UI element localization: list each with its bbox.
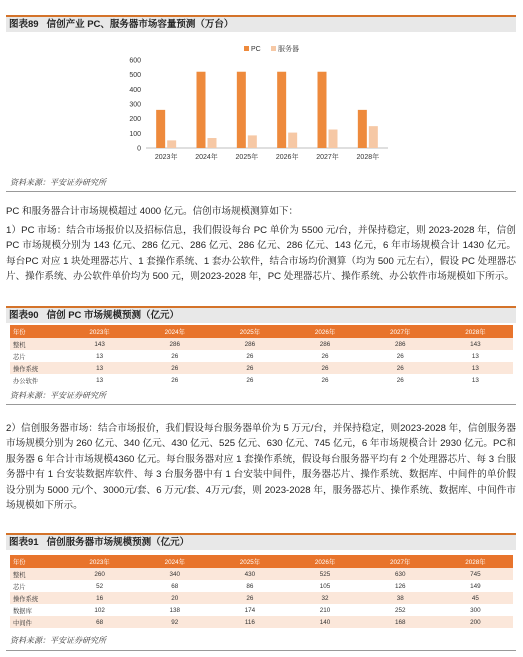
- figure-91-header: [6, 533, 516, 550]
- figure-number: 图表90: [9, 310, 39, 321]
- table-cell: 办公软件: [10, 374, 62, 386]
- table-cell: 26: [363, 362, 438, 374]
- figure-title: 信创服务器市场规模预测（亿元）: [46, 537, 190, 548]
- figure-title: 信创产业 PC、服务器市场容量预测（万台）: [46, 19, 234, 30]
- table-cell: 102: [62, 604, 137, 616]
- table-cell: 143: [438, 338, 513, 350]
- table-cell: 168: [363, 616, 438, 628]
- bar-pc: [197, 72, 206, 148]
- table-cell: 45: [438, 592, 513, 604]
- table-cell: 430: [212, 568, 287, 580]
- figure-90-source: 资料来源：平安证券研究所: [10, 391, 106, 400]
- table-cell: 26: [363, 374, 438, 386]
- x-tick-label: 2027年: [316, 154, 339, 161]
- bar-pc: [237, 72, 246, 148]
- table-cell: 操作系统: [10, 592, 62, 604]
- table-cell: 整机: [10, 338, 62, 350]
- table-cell: 630: [363, 568, 438, 580]
- figure-89-header: [6, 15, 516, 32]
- figure-number: 图表91: [9, 537, 39, 548]
- market-capacity-bar-chart: [6, 34, 516, 170]
- bar-server: [329, 130, 338, 148]
- table-cell: 26: [212, 350, 287, 362]
- table-cell: 32: [287, 592, 362, 604]
- table-cell: 252: [363, 604, 438, 616]
- x-tick-label: 2024年: [195, 154, 218, 161]
- y-tick-label: 300: [129, 101, 141, 109]
- table-cell: 26: [212, 592, 287, 604]
- bar-server: [208, 138, 217, 148]
- table-cell: 20: [137, 592, 212, 604]
- table-header-row: [10, 555, 513, 568]
- divider: [6, 191, 516, 192]
- table-header-cell: 2026年: [287, 325, 362, 338]
- bar-server: [167, 140, 176, 148]
- table-cell: 340: [137, 568, 212, 580]
- pc-market-table: [10, 325, 513, 386]
- table-cell: 140: [287, 616, 362, 628]
- table-cell: 26: [212, 374, 287, 386]
- table-cell: 68: [62, 616, 137, 628]
- table-header-cell: 2023年: [62, 555, 137, 568]
- x-tick-label: 2026年: [275, 154, 299, 161]
- y-tick-label: 600: [129, 57, 141, 65]
- table-header-cell: 2025年: [212, 555, 287, 568]
- table-cell: 149: [438, 580, 513, 592]
- table-cell: 整机: [10, 568, 62, 580]
- legend-label: PC: [251, 46, 261, 53]
- table-cell: 92: [137, 616, 212, 628]
- server-market-table: [10, 555, 513, 628]
- x-tick-label: 2025年: [235, 154, 259, 161]
- table-cell: 126: [363, 580, 438, 592]
- table-cell: 芯片: [10, 350, 62, 362]
- legend-swatch: [244, 46, 249, 51]
- table-cell: 86: [212, 580, 287, 592]
- table-header-cell: 2024年: [137, 325, 212, 338]
- table-cell: 68: [137, 580, 212, 592]
- table-cell: 芯片: [10, 580, 62, 592]
- table-cell: 286: [363, 338, 438, 350]
- divider: [6, 650, 516, 651]
- table-header-cell: 2025年: [212, 325, 287, 338]
- table-cell: 13: [62, 350, 137, 362]
- table-cell: 525: [287, 568, 362, 580]
- table-cell: 200: [438, 616, 513, 628]
- table-cell: 286: [137, 338, 212, 350]
- divider: [6, 404, 516, 405]
- paragraph-pc-market: 1）PC 市场：结合市场报价以及招标信息，我们假设每台 PC 单价为 5500 元/台，并保持稳定，则 2023-2028 年，信创PC 市场规模分别为 143 亿元、286 亿元、286 亿元、286 亿元、286 亿元、143 亿元，6 年市场规模合计 1430 亿元。每台PC 对应 1 块处理器芯片、1 套操作系统、1 套办公软件，结合市场均价测算（均为 500 元左右），假设 PC 处理器芯片、操作系统、办公软件单价均为 500 元，则2023-2028 年，PC 处理器芯片、操作系统、办公软件市场规模如下所示。: [6, 225, 516, 283]
- bar-server: [248, 135, 257, 148]
- paragraph-summary: PC 和服务器合计市场规模超过 4000 亿元。信创市场规模测算如下：: [6, 206, 299, 217]
- table-header-cell: 年份: [10, 555, 62, 568]
- table-cell: 260: [62, 568, 137, 580]
- y-tick-label: 500: [129, 72, 141, 80]
- table-cell: 26: [287, 374, 362, 386]
- bar-pc: [156, 110, 165, 148]
- table-cell: 26: [287, 362, 362, 374]
- table-cell: 174: [212, 604, 287, 616]
- y-tick-label: 400: [129, 86, 141, 94]
- table-cell: 13: [62, 362, 137, 374]
- figure-89-source: 资料来源：平安证券研究所: [10, 178, 106, 187]
- legend-swatch: [271, 46, 276, 51]
- table-cell: 105: [287, 580, 362, 592]
- table-header-cell: 年份: [10, 325, 62, 338]
- table-cell: 16: [62, 592, 137, 604]
- table-cell: 138: [137, 604, 212, 616]
- table-row: [10, 616, 513, 628]
- table-cell: 26: [137, 374, 212, 386]
- paragraph-server-market: 2）信创服务器市场：结合市场报价，我们假设每台服务器单价为 5 万元/台，并保持稳定，则2023-2028 年，信创服务器市场规模分别为 260 亿元、340 亿元、430 亿元、525 亿元、630 亿元、745 亿元，6 年市场规模合计 2930 亿元。PC和服务器 6 年合计市场规模4360 亿元。每台服务器对应 1 套操作系统，假设每台服务器平均有 2 个处理器芯片、每 3 台服务器中有 1 台安装数据库软件、每 3 台服务器中有 1 台安装中间件，服务器芯片、操作系统、数据库、中间件的单价假设分别为 5000 元/个、3000元/套、6 万元/套、4万元/套，则 2023-2028 年，服务器芯片、操作系统、数据库、中间件市场规模如下所示。: [6, 423, 516, 512]
- table-cell: 26: [363, 350, 438, 362]
- table-cell: 26: [212, 362, 287, 374]
- table-header-cell: 2027年: [363, 555, 438, 568]
- y-tick-label: 0: [137, 145, 141, 153]
- table-cell: 13: [62, 374, 137, 386]
- table-header-cell: 2026年: [287, 555, 362, 568]
- table-cell: 745: [438, 568, 513, 580]
- table-cell: 116: [212, 616, 287, 628]
- table-cell: 13: [438, 362, 513, 374]
- bar-pc: [358, 110, 367, 148]
- bar-pc: [277, 72, 286, 148]
- legend-label: 服务器: [278, 46, 299, 53]
- table-cell: 286: [287, 338, 362, 350]
- table-cell: 300: [438, 604, 513, 616]
- y-tick-label: 100: [129, 130, 141, 138]
- figure-91-source: 资料来源：平安证券研究所: [10, 636, 106, 645]
- bar-server: [369, 126, 378, 148]
- table-cell: 13: [438, 350, 513, 362]
- table-row: [10, 350, 513, 362]
- table-cell: 210: [287, 604, 362, 616]
- table-row: [10, 362, 513, 374]
- table-row: [10, 604, 513, 616]
- table-row: [10, 568, 513, 580]
- figure-number: 图表89: [9, 19, 39, 30]
- table-header-cell: 2028年: [438, 555, 513, 568]
- table-row: [10, 338, 513, 350]
- bar-server: [288, 133, 297, 148]
- table-cell: 13: [438, 374, 513, 386]
- y-tick-label: 200: [129, 116, 141, 124]
- table-cell: 38: [363, 592, 438, 604]
- table-header-cell: 2024年: [137, 555, 212, 568]
- table-cell: 143: [62, 338, 137, 350]
- table-cell: 数据库: [10, 604, 62, 616]
- table-row: [10, 374, 513, 386]
- figure-title: 信创 PC 市场规模预测（亿元）: [46, 310, 180, 321]
- table-cell: 26: [137, 350, 212, 362]
- table-header-cell: 2028年: [438, 325, 513, 338]
- table-cell: 26: [137, 362, 212, 374]
- table-header-cell: 2027年: [363, 325, 438, 338]
- table-cell: 286: [212, 338, 287, 350]
- table-header-cell: 2023年: [62, 325, 137, 338]
- table-cell: 52: [62, 580, 137, 592]
- bar-pc: [318, 72, 327, 148]
- x-tick-label: 2028年: [356, 154, 380, 161]
- table-header-row: [10, 325, 513, 338]
- table-cell: 操作系统: [10, 362, 62, 374]
- table-cell: 中间件: [10, 616, 62, 628]
- table-row: [10, 580, 513, 592]
- table-row: [10, 592, 513, 604]
- table-cell: 26: [287, 350, 362, 362]
- x-tick-label: 2023年: [154, 154, 178, 161]
- figure-90-header: [6, 306, 516, 323]
